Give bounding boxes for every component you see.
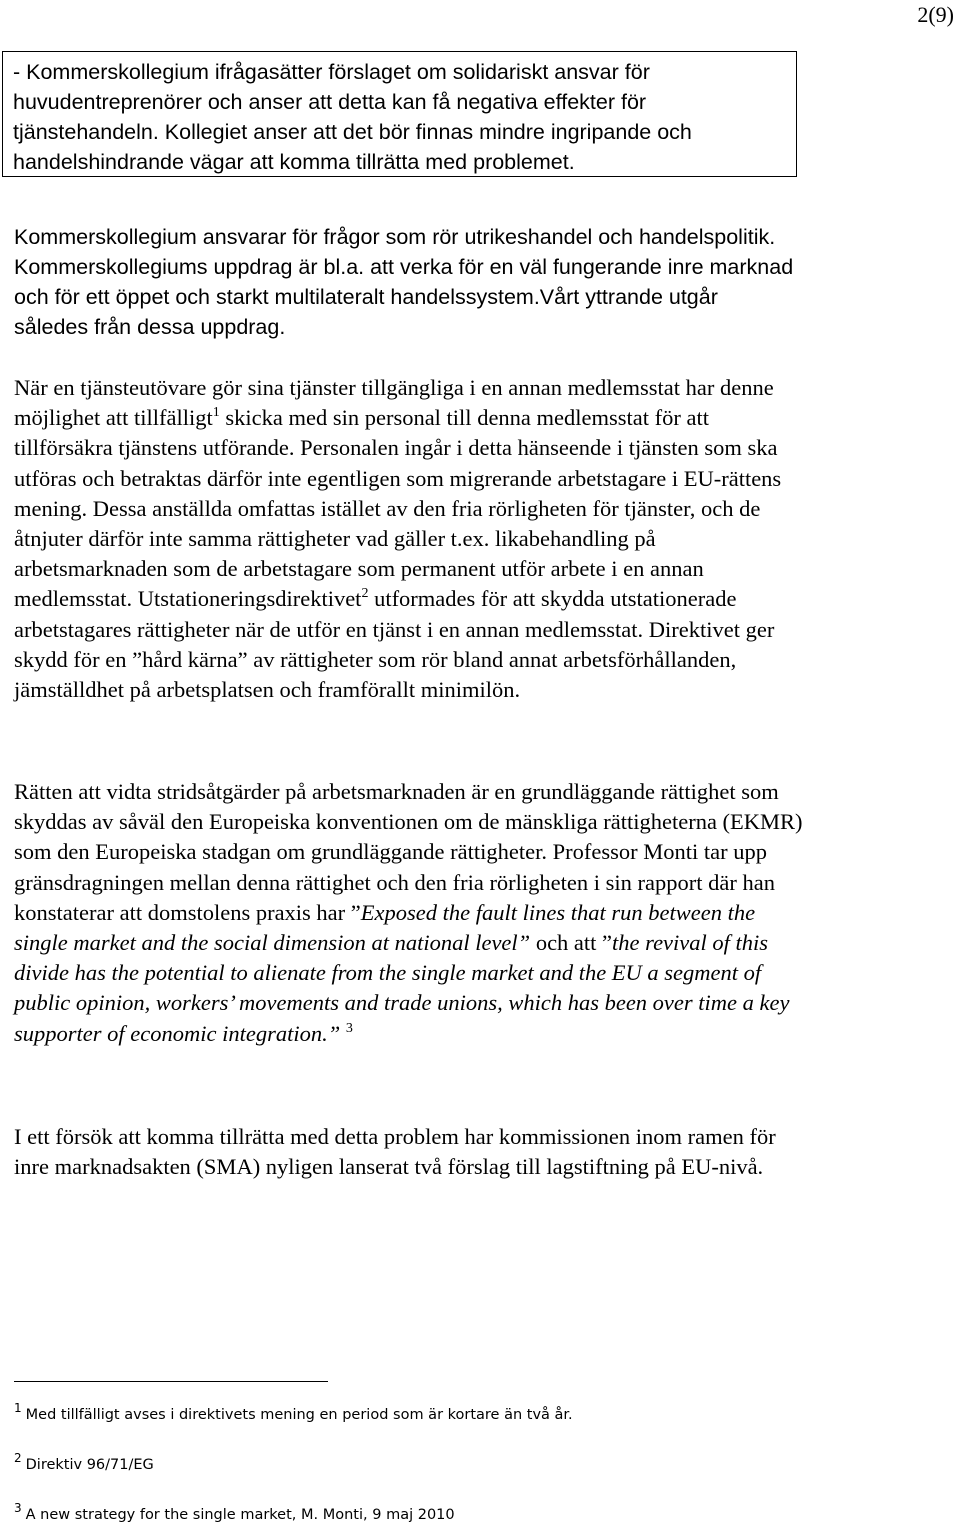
commission-paragraph (14, 1122, 804, 1182)
footnote-ref-3[interactable]: 3 (345, 1020, 353, 1036)
strike-rights-text (14, 777, 804, 1049)
footnote-number: 1 (14, 1401, 22, 1415)
summary-text: - Kommerskollegium ifrågasätter förslaget om solidariskt ansvar för huvudentreprenörer och anser att detta kan få negativa effekter för tjänstehandeln. Kollegiet anser att det bör finnas mindre ingripande och handelshindrande vägar att komma tillrätta med problemet. (13, 60, 692, 174)
commission-text: I ett försök att komma tillrätta med detta problem har kommissionen inom ramen för inre marknadsakten (SMA) nyligen lanserat två förslag till lagstiftning på EU-nivå. (14, 1124, 776, 1180)
strike-rights-paragraph (14, 777, 804, 1049)
footnote-number: 3 (14, 1501, 22, 1515)
summary-box (2, 51, 797, 177)
strike-rights-part2: och att ” (530, 930, 613, 956)
posting-text-part1: När en tjänsteutövare gör sina tjänster tillgängliga i en annan medlemsstat har denne möjlighet att tillfälligt (14, 375, 774, 431)
posting-text-part3: utformades för att skydda utstationerade arbetstagares rättigheter när de utför en tjänst i en annan medlemsstat. Direktivet ger skydd för en ”hård kärna” av rättigheter som rör bland annat arbetsförhållanden, jämställdhet på arbetsplatsen och framförallt minimilön. (14, 586, 775, 703)
monti-quote-2: the revival of this divide has the potential to alienate from the single market and the EU a segment of public opinion, workers’ movements and trade unions, which has been over time a key supporter of economic integration.” (14, 930, 790, 1046)
posting-text-part2: skicka med sin personal till denna medlemsstat för att tillförsäkra tjänstens utförande. Personalen ingår i detta hänseende i tjänsten som ska utföras och betraktas därför inte egentligen som migrerande arbetstagare i EU-rättens mening. Dessa anställda omfattas istället av den fria rörligheten för tjänster, och de åtnjuter därför inte samma rättigheter vad gäller t.ex. likabehandling på arbetsmarknaden som de arbetstagare som permanent utför arbete i en annan medlemsstat. Utstationeringsdirektivet (14, 405, 782, 612)
strike-rights-part1: Rätten att vidta stridsåtgärder på arbetsmarknaden är en grundläggande rättighet som skyddas av såväl den Europeiska konventionen om de mänskliga rättigheterna (EKMR) som den Europeiska stadgan om grundläggande rättigheter. Professor Monti tar upp gränsdragningen mellan denna rättighet och den fria rörligheten i sin rapport där han konstaterar att domstolens praxis har ” (14, 779, 803, 925)
footnote-separator (14, 1381, 328, 1382)
footnote-text: Med tillfälligt avses i direktivets mening en period som är kortare än två år. (25, 1407, 573, 1423)
intro-text: Kommerskollegium ansvarar för frågor som rör utrikeshandel och handelspolitik. Kommerskollegiums uppdrag är bl.a. att verka för en väl fungerande inre marknad och för ett öppet och starkt multilateralt handelssystem.Vårt yttrande utgår således från dessa uppdrag. (14, 225, 794, 339)
footnote-text: Direktiv 96/71/EG (25, 1457, 154, 1473)
footnote-ref-2[interactable]: 2 (361, 586, 369, 602)
posting-paragraph (14, 373, 804, 705)
footnote-ref-1[interactable]: 1 (212, 405, 220, 421)
page-number: 2(9) (917, 2, 954, 27)
monti-quote-1: Exposed the fault lines that run between the single market and the social dimension at national level” (14, 899, 756, 956)
footnote-number: 2 (14, 1451, 22, 1465)
footnote-1 (14, 1401, 573, 1425)
footnote-3 (14, 1501, 455, 1525)
footnote-2 (14, 1451, 154, 1475)
posting-text (14, 373, 804, 705)
intro-paragraph (14, 222, 794, 342)
footnote-text: A new strategy for the single market, M. Monti, 9 maj 2010 (25, 1507, 455, 1523)
